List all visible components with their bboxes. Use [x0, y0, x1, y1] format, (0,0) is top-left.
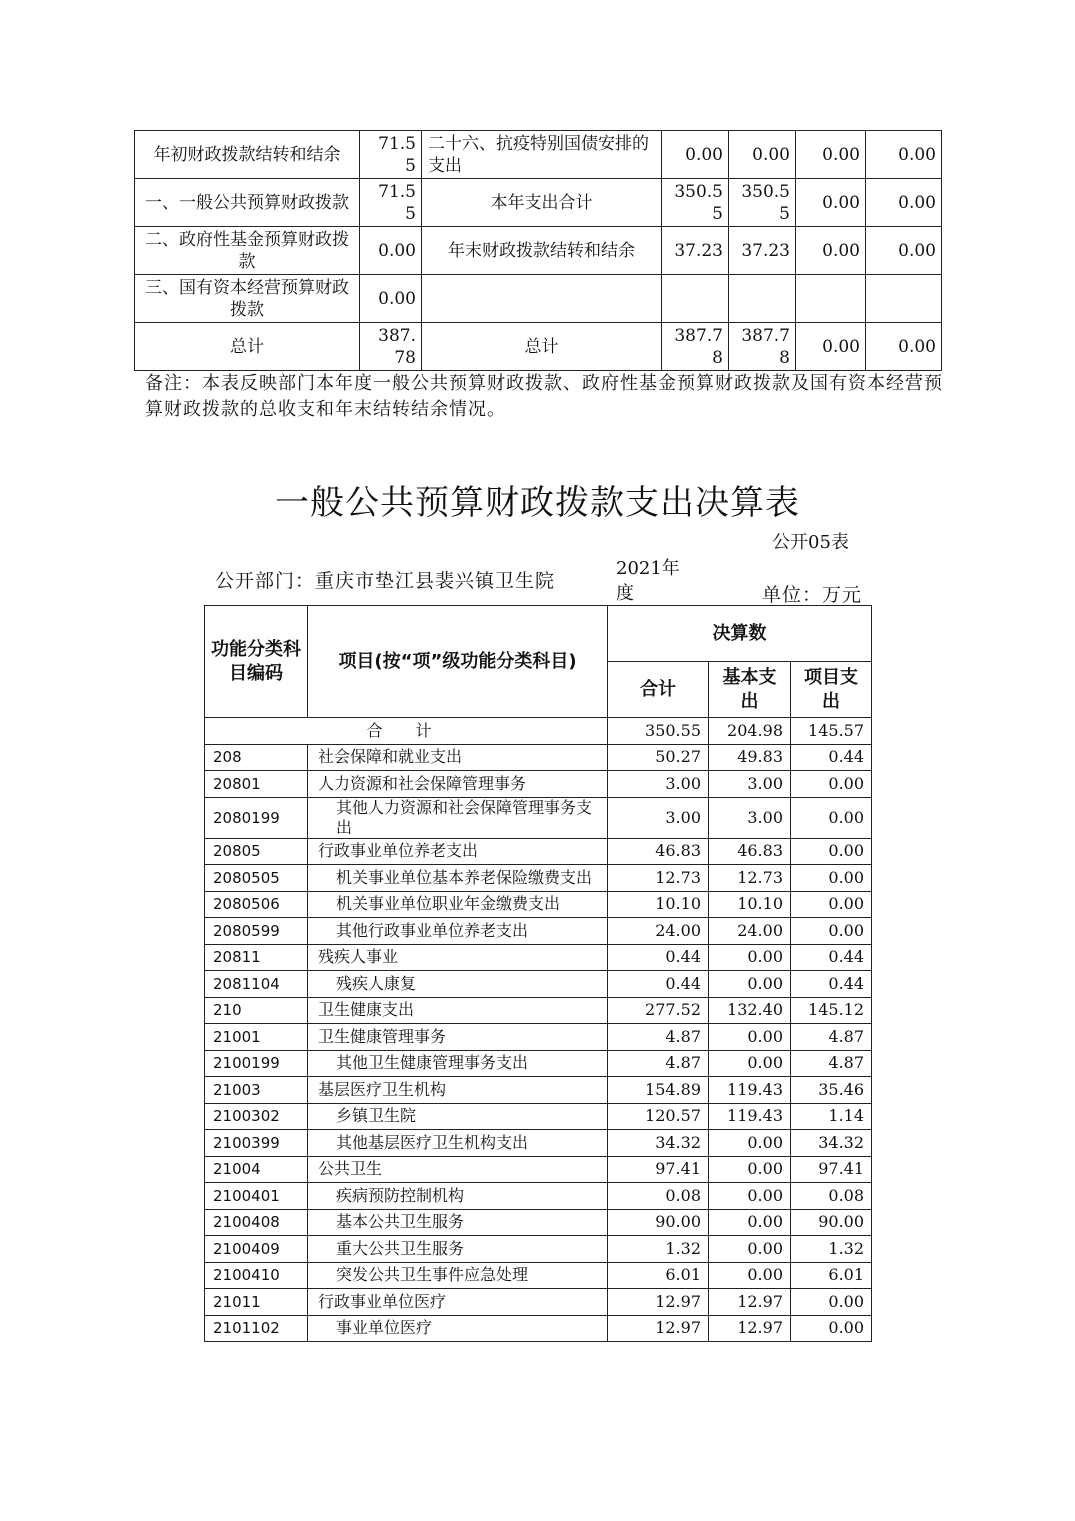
value-cell: 37.23	[662, 227, 729, 275]
total-row	[205, 718, 872, 745]
row-basic: 0.00	[709, 1050, 791, 1077]
table-row	[205, 1103, 872, 1130]
value-cell: 0.00	[866, 323, 942, 371]
row-code: 2080599	[205, 918, 308, 945]
row-name: 机关事业单位基本养老保险缴费支出	[308, 865, 608, 892]
table-note: 备注：本表反映部门本年度一般公共预算财政拨款、政府性基金预算财政拨款及国有资本经营预算财政拨款的总收支和年末结转结余情况。	[145, 373, 943, 420]
department-label: 公开部门：重庆市垫江县裴兴镇卫生院	[215, 570, 556, 592]
table-row	[205, 1024, 872, 1051]
row-total: 50.27	[608, 744, 709, 771]
unit-label: 单位：万元	[762, 584, 863, 606]
value-cell: 37.23	[729, 227, 796, 275]
row-basic: 119.43	[709, 1077, 791, 1104]
row-name: 其他行政事业单位养老支出	[308, 918, 608, 945]
row-basic: 0.00	[709, 944, 791, 971]
value-cell: 350.5 5	[662, 179, 729, 227]
row-basic: 0.00	[709, 1262, 791, 1289]
row-name: 行政事业单位医疗	[308, 1289, 608, 1316]
table-row	[205, 1183, 872, 1210]
value-cell: 0.00	[796, 227, 866, 275]
row-code: 2100409	[205, 1236, 308, 1263]
row-name: 重大公共卫生服务	[308, 1236, 608, 1263]
row-basic: 0.00	[709, 1156, 791, 1183]
table-row	[205, 744, 872, 771]
row-name: 基层医疗卫生机构	[308, 1077, 608, 1104]
row-code: 2080505	[205, 865, 308, 892]
top-table-row	[135, 275, 942, 323]
row-basic: 0.00	[709, 1236, 791, 1263]
row-basic: 24.00	[709, 918, 791, 945]
top-table-row	[135, 227, 942, 275]
row-basic: 0.00	[709, 971, 791, 998]
row-total: 0.44	[608, 971, 709, 998]
value-cell: 0.00	[796, 323, 866, 371]
row-code: 21003	[205, 1077, 308, 1104]
table-row	[205, 1050, 872, 1077]
value-cell: 0.00	[796, 131, 866, 179]
table-row	[205, 865, 872, 892]
row-name: 公共卫生	[308, 1156, 608, 1183]
row-total: 0.44	[608, 944, 709, 971]
table-row	[205, 1236, 872, 1263]
row-total: 277.52	[608, 997, 709, 1024]
row-basic: 132.40	[709, 997, 791, 1024]
row-code: 20801	[205, 771, 308, 798]
table-number: 公开05表	[772, 532, 849, 553]
row-project: 1.14	[791, 1103, 872, 1130]
row-code: 2100410	[205, 1262, 308, 1289]
row-project: 0.00	[791, 865, 872, 892]
value-cell: 0.00	[729, 131, 796, 179]
row-project: 4.87	[791, 1024, 872, 1051]
table-row	[205, 1289, 872, 1316]
left-value: 0.00	[360, 227, 422, 275]
row-name: 社会保障和就业支出	[308, 744, 608, 771]
row-total: 12.97	[608, 1289, 709, 1316]
row-basic: 3.00	[709, 771, 791, 798]
row-project: 0.00	[791, 797, 872, 838]
left-label: 三、国有资本经营预算财政拨款	[135, 275, 360, 323]
expenditure-table	[204, 605, 872, 1342]
row-total: 4.87	[608, 1024, 709, 1051]
row-total: 34.32	[608, 1130, 709, 1157]
header-project: 项目支出	[791, 662, 872, 718]
row-total: 3.00	[608, 771, 709, 798]
left-label: 二、政府性基金预算财政拨款	[135, 227, 360, 275]
row-project: 4.87	[791, 1050, 872, 1077]
row-name: 人力资源和社会保障管理事务	[308, 771, 608, 798]
value-cell: 0.00	[866, 131, 942, 179]
row-name: 其他基层医疗卫生机构支出	[308, 1130, 608, 1157]
row-project: 35.46	[791, 1077, 872, 1104]
row-code: 21004	[205, 1156, 308, 1183]
left-value: 387. 78	[360, 323, 422, 371]
row-total: 46.83	[608, 838, 709, 865]
row-code: 2100399	[205, 1130, 308, 1157]
row-total: 24.00	[608, 918, 709, 945]
row-total: 12.97	[608, 1315, 709, 1342]
table-row	[205, 1130, 872, 1157]
row-project: 0.00	[791, 838, 872, 865]
value-cell	[866, 275, 942, 323]
row-code: 2100401	[205, 1183, 308, 1210]
row-project: 0.00	[791, 1289, 872, 1316]
row-project: 6.01	[791, 1262, 872, 1289]
value-cell	[729, 275, 796, 323]
row-basic: 119.43	[709, 1103, 791, 1130]
value-cell: 387.7 8	[662, 323, 729, 371]
total-total: 350.55	[608, 718, 709, 745]
value-cell: 0.00	[796, 179, 866, 227]
row-code: 21011	[205, 1289, 308, 1316]
row-total: 4.87	[608, 1050, 709, 1077]
table-row	[205, 891, 872, 918]
row-basic: 0.00	[709, 1183, 791, 1210]
value-cell: 0.00	[866, 179, 942, 227]
left-label: 一、一般公共预算财政拨款	[135, 179, 360, 227]
row-basic: 12.97	[709, 1289, 791, 1316]
value-cell	[662, 275, 729, 323]
total-project: 145.57	[791, 718, 872, 745]
right-label: 年末财政拨款结转和结余	[422, 227, 662, 275]
row-code: 2100199	[205, 1050, 308, 1077]
header-code: 功能分类科目编码	[205, 606, 308, 718]
row-basic: 3.00	[709, 797, 791, 838]
row-project: 97.41	[791, 1156, 872, 1183]
top-table-row	[135, 323, 942, 371]
table-row	[205, 1315, 872, 1342]
row-project: 0.44	[791, 971, 872, 998]
table-row	[205, 1077, 872, 1104]
row-basic: 49.83	[709, 744, 791, 771]
top-table-row	[135, 179, 942, 227]
page-title: 一般公共预算财政拨款支出决算表	[275, 483, 800, 523]
row-name: 其他人力资源和社会保障管理事务支出	[308, 797, 608, 838]
row-code: 2081104	[205, 971, 308, 998]
table-row	[205, 838, 872, 865]
header-item: 项目(按“项”级功能分类科目)	[308, 606, 608, 718]
header-group: 决算数	[608, 606, 872, 662]
row-project: 1.32	[791, 1236, 872, 1263]
left-value: 71.5 5	[360, 179, 422, 227]
value-cell: 387.7 8	[729, 323, 796, 371]
row-total: 120.57	[608, 1103, 709, 1130]
right-label: 二十六、抗疫特别国债安排的支出	[422, 131, 662, 179]
table-row	[205, 1156, 872, 1183]
right-label: 本年支出合计	[422, 179, 662, 227]
row-code: 20811	[205, 944, 308, 971]
left-label: 年初财政拨款结转和结余	[135, 131, 360, 179]
row-name: 残疾人事业	[308, 944, 608, 971]
row-code: 2101102	[205, 1315, 308, 1342]
header-total: 合计	[608, 662, 709, 718]
row-code: 208	[205, 744, 308, 771]
header-basic: 基本支出	[709, 662, 791, 718]
right-label: 总计	[422, 323, 662, 371]
row-project: 145.12	[791, 997, 872, 1024]
total-label: 合 计	[205, 718, 608, 745]
row-total: 90.00	[608, 1209, 709, 1236]
row-name: 基本公共卫生服务	[308, 1209, 608, 1236]
row-name: 机关事业单位职业年金缴费支出	[308, 891, 608, 918]
row-name: 卫生健康管理事务	[308, 1024, 608, 1051]
right-label	[422, 275, 662, 323]
row-name: 卫生健康支出	[308, 997, 608, 1024]
row-name: 行政事业单位养老支出	[308, 838, 608, 865]
table-row	[205, 944, 872, 971]
row-code: 21001	[205, 1024, 308, 1051]
row-project: 0.08	[791, 1183, 872, 1210]
row-total: 97.41	[608, 1156, 709, 1183]
row-name: 乡镇卫生院	[308, 1103, 608, 1130]
value-cell	[796, 275, 866, 323]
value-cell: 350.5 5	[729, 179, 796, 227]
row-code: 20805	[205, 838, 308, 865]
row-total: 6.01	[608, 1262, 709, 1289]
row-basic: 10.10	[709, 891, 791, 918]
income-expense-table	[134, 130, 942, 371]
row-code: 210	[205, 997, 308, 1024]
table-row	[205, 771, 872, 798]
row-basic: 12.97	[709, 1315, 791, 1342]
left-label: 总计	[135, 323, 360, 371]
value-cell: 0.00	[866, 227, 942, 275]
total-basic: 204.98	[709, 718, 791, 745]
row-project: 0.44	[791, 744, 872, 771]
row-name: 其他卫生健康管理事务支出	[308, 1050, 608, 1077]
row-total: 154.89	[608, 1077, 709, 1104]
row-project: 0.00	[791, 918, 872, 945]
row-basic: 0.00	[709, 1130, 791, 1157]
row-code: 2100408	[205, 1209, 308, 1236]
table-row	[205, 971, 872, 998]
left-value: 0.00	[360, 275, 422, 323]
table-row	[205, 1209, 872, 1236]
row-total: 12.73	[608, 865, 709, 892]
table-row	[205, 997, 872, 1024]
row-project: 0.00	[791, 891, 872, 918]
row-basic: 46.83	[709, 838, 791, 865]
row-project: 0.00	[791, 771, 872, 798]
table-row	[205, 797, 872, 838]
fiscal-year: 2021年度	[616, 558, 680, 604]
row-project: 0.00	[791, 1315, 872, 1342]
row-basic: 12.73	[709, 865, 791, 892]
row-project: 34.32	[791, 1130, 872, 1157]
left-value: 71.5 5	[360, 131, 422, 179]
row-project: 90.00	[791, 1209, 872, 1236]
value-cell: 0.00	[662, 131, 729, 179]
row-name: 疾病预防控制机构	[308, 1183, 608, 1210]
row-total: 10.10	[608, 891, 709, 918]
row-basic: 0.00	[709, 1024, 791, 1051]
row-name: 残疾人康复	[308, 971, 608, 998]
table-row	[205, 1262, 872, 1289]
row-code: 2080199	[205, 797, 308, 838]
top-table-row	[135, 131, 942, 179]
row-code: 2080506	[205, 891, 308, 918]
row-basic: 0.00	[709, 1209, 791, 1236]
row-project: 0.44	[791, 944, 872, 971]
row-name: 突发公共卫生事件应急处理	[308, 1262, 608, 1289]
row-total: 3.00	[608, 797, 709, 838]
row-name: 事业单位医疗	[308, 1315, 608, 1342]
table-row	[205, 918, 872, 945]
row-total: 1.32	[608, 1236, 709, 1263]
row-total: 0.08	[608, 1183, 709, 1210]
row-code: 2100302	[205, 1103, 308, 1130]
